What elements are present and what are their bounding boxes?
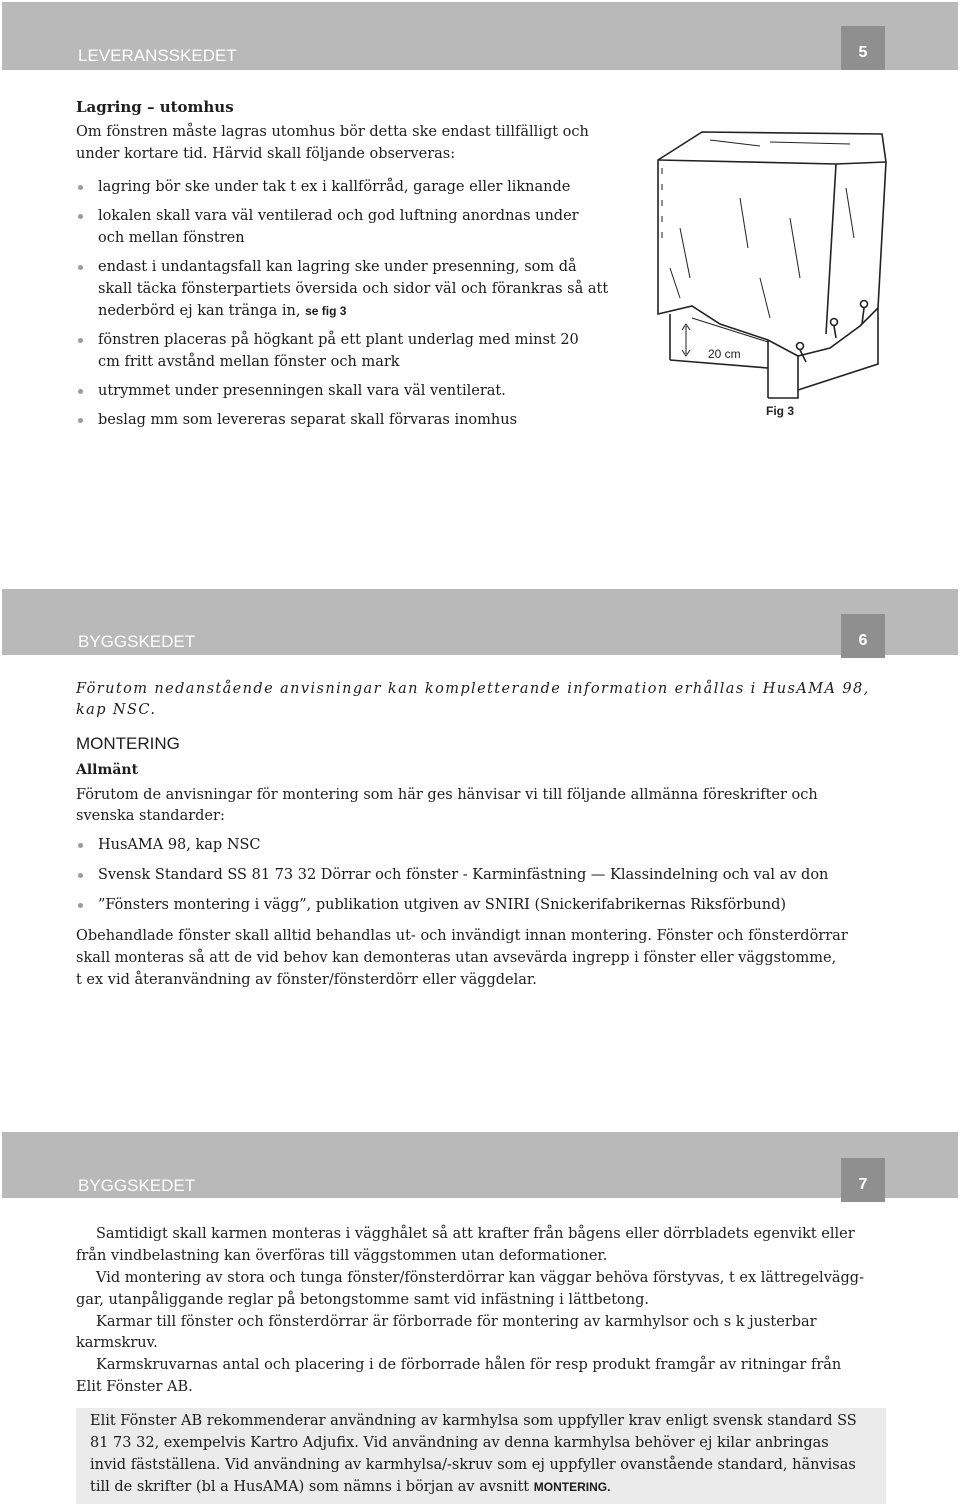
list-item: ”Fönsters montering i vägg”, publikation utgiven av SNIRI (Snickerifabrikernas Riksförbund) bbox=[76, 894, 896, 916]
list-item: utrymmet under presenningen skall vara väl ventilerat. bbox=[76, 380, 636, 402]
intro-line: Förutom nedanstående anvisningar kan kompletterande information erhållas i HusAMA 98, bbox=[76, 681, 870, 697]
list-item: lagring bör ske under tak t ex i kallförråd, garage eller liknande bbox=[76, 176, 636, 198]
paragraph-line: Förutom de anvisningar för montering som här ges hänvisar vi till följande allmänna föreskrifter och bbox=[76, 787, 818, 803]
section-title: BYGGSKEDET bbox=[78, 1176, 196, 1195]
list-item: endast i undantagsfall kan lagring ske under presenning, som då skall täcka fönsterpartiets översida och sidor väl och förankras så att nederbörd ej kan tränga in, se fig 3 bbox=[76, 256, 636, 322]
note-line: Elit Fönster AB rekommenderar användning av karmhylsa som uppfyller krav enligt svensk standard SS bbox=[90, 1413, 857, 1429]
note-line: invid fästställena. Vid användning av karmhylsa/-skruv som ej uppfyller ovanstående standard, hänvisas bbox=[90, 1457, 856, 1473]
paragraph-line: svenska standarder: bbox=[76, 808, 225, 824]
figure-reference: se fig 3 bbox=[305, 304, 347, 318]
list-item: HusAMA 98, kap NSC bbox=[76, 834, 896, 856]
paragraph-line: Elit Fönster AB. bbox=[76, 1379, 193, 1395]
list-item: Svensk Standard SS 81 73 32 Dörrar och fönster - Karminfästning — Klassindelning och val av don bbox=[76, 864, 896, 886]
paragraph-line: t ex vid återanvändning av fönster/fönsterdörr eller väggdelar. bbox=[76, 972, 537, 988]
page-number-box: 6 bbox=[841, 614, 885, 658]
subsection-title: Allmänt bbox=[76, 762, 139, 778]
note-reference: MONTERING. bbox=[533, 1480, 611, 1494]
subsection-title: Lagring – utomhus bbox=[76, 98, 234, 116]
note-line: till de skrifter (bl a HusAMA) som nämns i början av avsnitt MONTERING. bbox=[90, 1479, 611, 1495]
paragraph-line: Samtidigt skall karmen monteras i vägghålet så att krafter från bågens eller dörrbladets egenvikt eller bbox=[96, 1226, 855, 1242]
note-line: 81 73 32, exempelvis Kartro Adjufix. Vid användning av denna karmhylsa behöver ej kilar anbringas bbox=[90, 1435, 829, 1451]
paragraph-line: Obehandlade fönster skall alltid behandlas ut- och invändigt innan montering. Fönster och fönsterdörrar bbox=[76, 928, 848, 944]
paragraph-line: gar, utanpåliggande reglar på betongstomme samt vid infästning i lättbetong. bbox=[76, 1292, 650, 1308]
list-item: beslag mm som levereras separat skall förvaras inomhus bbox=[76, 409, 636, 431]
section-heading: MONTERING bbox=[76, 734, 180, 753]
page-number-box: 7 bbox=[841, 1158, 885, 1202]
figure-caption: Fig 3 bbox=[766, 404, 795, 418]
standards-bullet-list bbox=[76, 834, 896, 916]
paragraph-line: Karmskruvarnas antal och placering i de förborrade hålen för resp produkt framgår av ritningar från bbox=[96, 1357, 842, 1373]
intro-line: kap NSC. bbox=[76, 702, 157, 718]
recommendation-note-box bbox=[76, 1408, 886, 1504]
storage-bullet-list bbox=[76, 176, 636, 431]
list-item: lokalen skall vara väl ventilerad och god luftning anordnas under och mellan fönstren bbox=[76, 205, 636, 249]
figure-3-illustration bbox=[650, 128, 890, 428]
paragraph-line: Vid montering av stora och tunga fönster/fönsterdörrar kan väggar behöva förstyvas, t ex lättregelvägg- bbox=[96, 1270, 864, 1286]
page-number-box: 5 bbox=[841, 26, 885, 70]
paragraph-line: från vindbelastning kan överföras till väggstommen utan deformationer. bbox=[76, 1248, 608, 1264]
figure-dimension-label: 20 cm bbox=[708, 347, 741, 361]
list-item: fönstren placeras på högkant på ett plant underlag med minst 20 cm fritt avstånd mellan fönster och mark bbox=[76, 329, 636, 373]
paragraph-line: skall monteras så att de vid behov kan demonteras utan avsevärda ingrepp i fönster eller väggstomme, bbox=[76, 950, 837, 966]
intro-line: Om fönstren måste lagras utomhus bör detta ske endast tillfälligt och bbox=[76, 124, 589, 140]
paragraph-line: Karmar till fönster och fönsterdörrar är förborrade för montering av karmhylsor och s k justerbar bbox=[96, 1314, 817, 1330]
paragraph-line: karmskruv. bbox=[76, 1335, 158, 1351]
intro-line: under kortare tid. Härvid skall följande observeras: bbox=[76, 146, 456, 162]
section-title: LEVERANSSKEDET bbox=[78, 46, 237, 65]
section-title: BYGGSKEDET bbox=[78, 632, 196, 651]
